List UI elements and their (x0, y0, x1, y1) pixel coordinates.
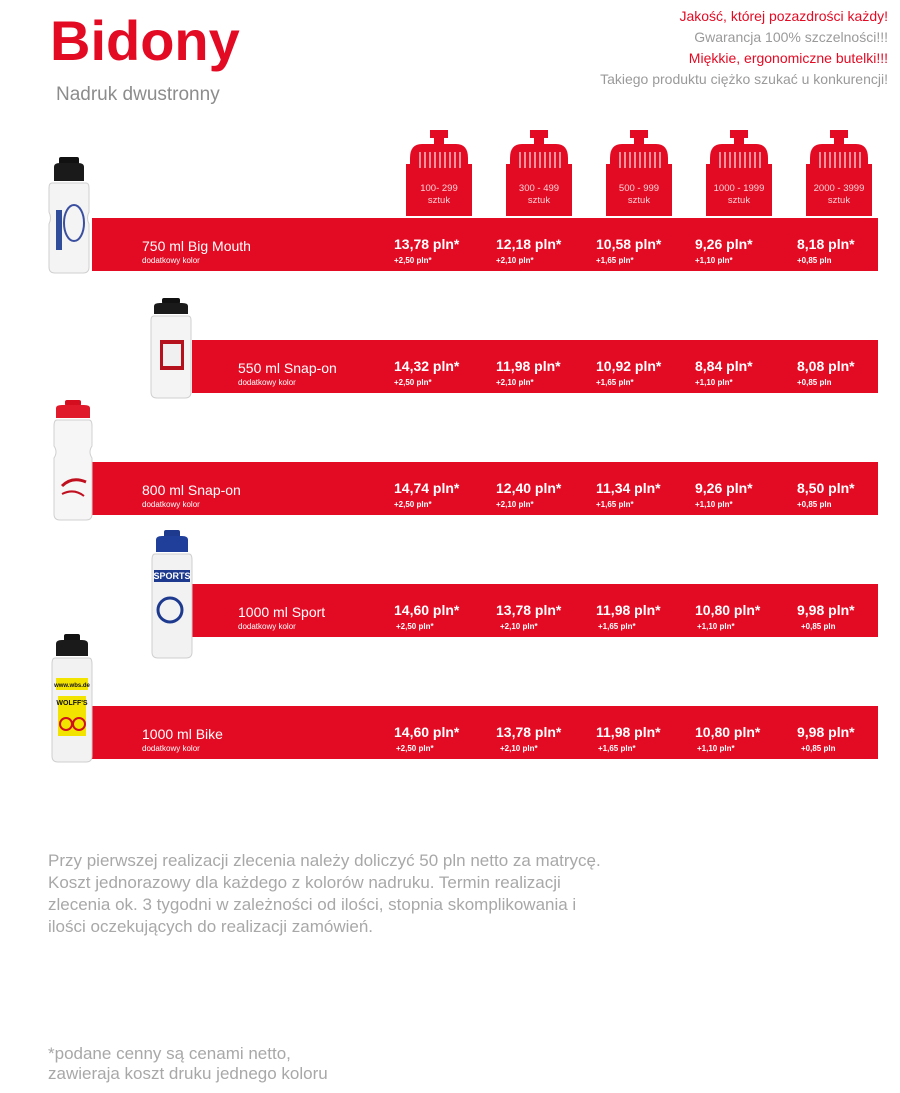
extra-color-price: +0,85 pln (797, 256, 832, 265)
price-cell: 8,08 pln* (797, 358, 855, 374)
product-extra-label: dodatkowy kolor (142, 500, 200, 509)
product-extra-label: dodatkowy kolor (142, 744, 200, 753)
tier-unit: sztuk (727, 195, 751, 206)
tagline: Gwarancja 100% szczelności!!! (694, 29, 888, 45)
tier-unit: sztuk (827, 195, 851, 206)
extra-color-price: +1,10 pln* (695, 256, 733, 265)
extra-color-price: +0,85 pln (801, 744, 836, 753)
extra-color-price: +1,10 pln* (695, 500, 733, 509)
footnote-line: *podane cenny są cenami netto, (48, 1044, 291, 1063)
extra-color-price: +1,65 pln* (596, 256, 634, 265)
price-cell: 10,58 pln* (596, 236, 662, 252)
price-cell: 11,34 pln* (596, 480, 661, 496)
price-cell: 12,40 pln* (496, 480, 562, 496)
extra-color-price: +1,10 pln* (697, 622, 735, 631)
extra-color-price: +1,10 pln* (697, 744, 735, 753)
taglines (600, 6, 888, 90)
product-name: 1000 ml Bike (142, 726, 223, 742)
extra-color-price: +1,65 pln* (598, 744, 636, 753)
price-cell: 9,26 pln* (695, 236, 753, 252)
extra-color-price: +2,50 pln* (394, 256, 432, 265)
extra-color-price: +2,50 pln* (394, 500, 432, 509)
bottle-snap-on-550-image (148, 296, 196, 400)
extra-color-price: +1,65 pln* (598, 622, 636, 631)
tier-header (800, 128, 878, 216)
price-cell: 10,80 pln* (695, 602, 761, 618)
tagline: Miękkie, ergonomiczne butelki!!! (688, 50, 888, 66)
extra-color-price: +2,50 pln* (396, 622, 434, 631)
price-cell: 8,50 pln* (797, 480, 855, 496)
tier-header (600, 128, 678, 216)
product-name: 750 ml Big Mouth (142, 238, 251, 254)
extra-color-price: +2,10 pln* (496, 500, 534, 509)
bottle-print-text: SPORTS (153, 571, 191, 581)
extra-color-price: +0,85 pln (797, 378, 832, 387)
tier-header (700, 128, 778, 216)
extra-color-price: +2,50 pln* (396, 744, 434, 753)
bottle-print-text: WOLFF'S (56, 700, 88, 707)
bottle-big-mouth-image (46, 155, 94, 275)
extra-color-price: +0,85 pln (797, 500, 832, 509)
tagline: Jakość, której pozazdrości każdy! (679, 8, 888, 24)
extra-color-price: +0,85 pln (801, 622, 836, 631)
price-cell: 14,60 pln* (394, 724, 460, 740)
price-cell: 12,18 pln* (496, 236, 562, 252)
extra-color-price: +1,65 pln* (596, 378, 634, 387)
price-cell: 14,60 pln* (394, 602, 460, 618)
footnote-line: zawieraja koszt druku jednego koloru (48, 1064, 328, 1083)
product-extra-label: dodatkowy kolor (238, 622, 296, 631)
price-cell: 9,26 pln* (695, 480, 753, 496)
footnote (48, 1044, 608, 1084)
extra-color-price: +2,10 pln* (500, 744, 538, 753)
page-title: Bidony (50, 9, 240, 72)
tier-unit: sztuk (627, 195, 651, 206)
bottle-bike-image (50, 632, 94, 764)
price-cell: 9,98 pln* (797, 602, 855, 618)
price-cell: 13,78 pln* (394, 236, 460, 252)
extra-color-price: +2,10 pln* (500, 622, 538, 631)
tier-unit: sztuk (527, 195, 551, 206)
price-cell: 10,80 pln* (695, 724, 761, 740)
price-cell: 14,74 pln* (394, 480, 460, 496)
product-name: 550 ml Snap-on (238, 360, 337, 376)
price-cell: 8,84 pln* (695, 358, 753, 374)
bottle-sport-image (150, 528, 194, 660)
extra-color-price: +1,65 pln* (596, 500, 634, 509)
page-subtitle: Nadruk dwustronny (56, 84, 220, 105)
bottle-snap-on-800-image (50, 398, 98, 524)
order-note: Przy pierwszej realizacji zlecenia należy doliczyć 50 pln netto za matrycę. Koszt jednorazowy dla każdego z kolorów nadruku. Termin realizacji zlecenia ok. 3 tygodni w zależności od ilości, stopnia skomplikowania i ilości oczekujących do realizacji zamówień. (48, 851, 601, 936)
price-cell: 11,98 pln* (596, 724, 661, 740)
price-cell: 9,98 pln* (797, 724, 855, 740)
tier-range: 100- 299 (420, 183, 458, 194)
price-cell: 8,18 pln* (797, 236, 855, 252)
bottle-print-text: www.wbs.de (54, 683, 90, 689)
extra-color-price: +2,10 pln* (496, 378, 534, 387)
product-extra-label: dodatkowy kolor (142, 256, 200, 265)
tier-unit: sztuk (427, 195, 451, 206)
tier-header (500, 128, 578, 216)
extra-color-price: +2,10 pln* (496, 256, 534, 265)
price-cell: 13,78 pln* (496, 602, 562, 618)
tier-range: 300 - 499 (518, 183, 560, 194)
tier-header (400, 128, 478, 216)
tier-range: 2000 - 3999 (813, 183, 865, 194)
price-cell: 10,92 pln* (596, 358, 662, 374)
product-name: 800 ml Snap-on (142, 482, 241, 498)
product-name: 1000 ml Sport (238, 604, 326, 620)
extra-color-price: +2,50 pln* (394, 378, 432, 387)
price-cell: 14,32 pln* (394, 358, 460, 374)
tier-range: 500 - 999 (618, 183, 660, 194)
extra-color-price: +1,10 pln* (695, 378, 733, 387)
price-cell: 11,98 pln* (496, 358, 561, 374)
tagline: Takiego produktu ciężko szukać u konkurencji! (600, 71, 888, 87)
product-extra-label: dodatkowy kolor (238, 378, 296, 387)
tier-range: 1000 - 1999 (713, 183, 765, 194)
price-cell: 13,78 pln* (496, 724, 562, 740)
price-cell: 11,98 pln* (596, 602, 661, 618)
